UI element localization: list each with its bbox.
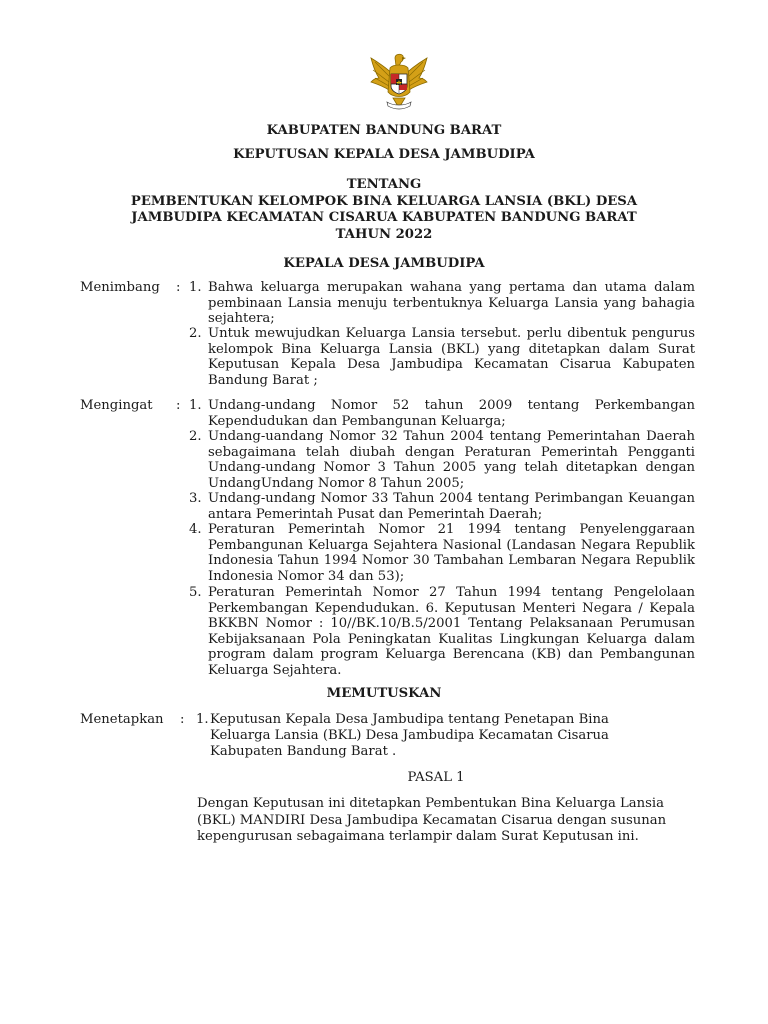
item-number: 1. xyxy=(189,280,202,295)
menimbang-label: Menimbang xyxy=(80,280,160,295)
item-text: Keputusan Kepala Desa Jambudipa tentang Penetapan Bina Keluarga Lansia (BKL) Desa Jambudipa Kecamatan Cisarua Kabupaten Bandung Barat . xyxy=(210,712,609,759)
item-text: Peraturan Pemerintah Nomor 21 1994 tentang Penyelenggaraan Pembangunan Keluarga Sejahtera Nasional (Landasan Negara Republik Indonesia Tahun 1994 Nomor 30 Tambahan Lembaran Negara Republik Indonesia Nomor 34 dan 53); xyxy=(208,522,695,584)
header xyxy=(0,123,768,140)
item-text: Untuk mewujudkan Keluarga Lansia tersebut. perlu dibentuk pengurus kelompok Bina Keluarga Lansia (BKL) yang ditetapkan dalam Surat Keputusan Kepala Desa Jambudipa Kecamatan Cisarua Kabupaten Bandung Barat ; xyxy=(208,326,695,388)
item-number: 5. xyxy=(189,585,202,600)
memutuskan-heading: MEMUTUSKAN xyxy=(326,686,442,701)
subject-line-2: PEMBENTUKAN KELOMPOK BINA KELUARGA LANSIA (BKL) DESA xyxy=(130,193,638,209)
subject-line-3: JAMBUDIPA KECAMATAN CISARUA KABUPATEN BANDUNG BARAT xyxy=(131,210,637,225)
item-text: Undang-undang Nomor 52 tahun 2009 tentang Perkembangan Kependudukan dan Pembangunan Keluarga; xyxy=(208,398,695,429)
mengingat-item-3 xyxy=(189,491,695,522)
menetapkan-colon: : xyxy=(180,712,185,727)
item-text: Undang-undang Nomor 33 Tahun 2004 tentang Perimbangan Keuangan antara Pemerintah Pusat dan Pemerintah Daerah; xyxy=(208,491,695,522)
item-number: 2. xyxy=(189,429,202,444)
decree-title: KEPUTUSAN KEPALA DESA JAMBUDIPA xyxy=(233,147,535,162)
mengingat-item-4 xyxy=(189,522,695,584)
decree-title-block xyxy=(0,147,768,164)
mengingat-item-1 xyxy=(189,398,695,429)
item-text: Peraturan Pemerintah Nomor 27 Tahun 1994 tentang Pengelolaan Perkembangan Kependudukan. 6. Keputusan Menteri Negara / Kepala BKKBN Nomor : 10//BK.10/B.5/2001 Tentang Pelaksanaan Perumusan Kebijaksanaan Pola Peningkatan Kualitas Lingkungan Keluarga dalam program dalam program Keluarga Berencana (KB) dan Pembangunan Keluarga Sejahtera. xyxy=(208,585,695,678)
item-text: Undang-uandang Nomor 32 Tahun 2004 tentang Pemerintahan Daerah sebagaimana telah diubah dengan Peraturan Pemerintah Pengganti Undang-undang Nomor 3 Tahun 2005 yang telah ditetapkan dengan UndangUndang Nomor 8 Tahun 2005; xyxy=(208,429,695,491)
item-number: 1. xyxy=(196,712,209,727)
item-number: 2. xyxy=(189,326,202,341)
menimbang-item-1 xyxy=(189,280,695,327)
subject-block xyxy=(0,177,768,243)
mengingat-label: Mengingat xyxy=(80,398,153,413)
mengingat-colon: : xyxy=(176,398,181,413)
menimbang-item-2 xyxy=(189,326,695,388)
subject-line-4: TAHUN 2022 xyxy=(335,226,433,242)
subject-line-1: TENTANG xyxy=(346,177,422,192)
garuda-emblem-icon xyxy=(363,48,435,120)
official-title: KEPALA DESA JAMBUDIPA xyxy=(283,256,485,271)
pasal-text: Dengan Keputusan ini ditetapkan Pembentukan Bina Keluarga Lansia (BKL) MANDIRI Desa Jambudipa Kecamatan Cisarua dengan susunan kepengurusan sebagaimana terlampir dalam Surat Keputusan ini. xyxy=(197,796,667,844)
item-number: 4. xyxy=(189,522,202,537)
pasal-heading: PASAL 1 xyxy=(407,770,465,785)
menetapkan-label: Menetapkan xyxy=(80,712,164,727)
menetapkan-item-1 xyxy=(196,712,636,760)
mengingat-item-2 xyxy=(189,429,695,491)
item-text: Bahwa keluarga merupakan wahana yang pertama dan utama dalam pembinaan Lansia menuju terbentuknya Keluarga Lansia yang bahagia sejahtera; xyxy=(208,280,695,327)
regency-title: KABUPATEN BANDUNG BARAT xyxy=(266,123,502,138)
item-number: 3. xyxy=(189,491,202,506)
mengingat-item-5 xyxy=(189,585,695,679)
item-number: 1. xyxy=(189,398,202,413)
menimbang-colon: : xyxy=(176,280,181,295)
official-block xyxy=(0,256,768,273)
